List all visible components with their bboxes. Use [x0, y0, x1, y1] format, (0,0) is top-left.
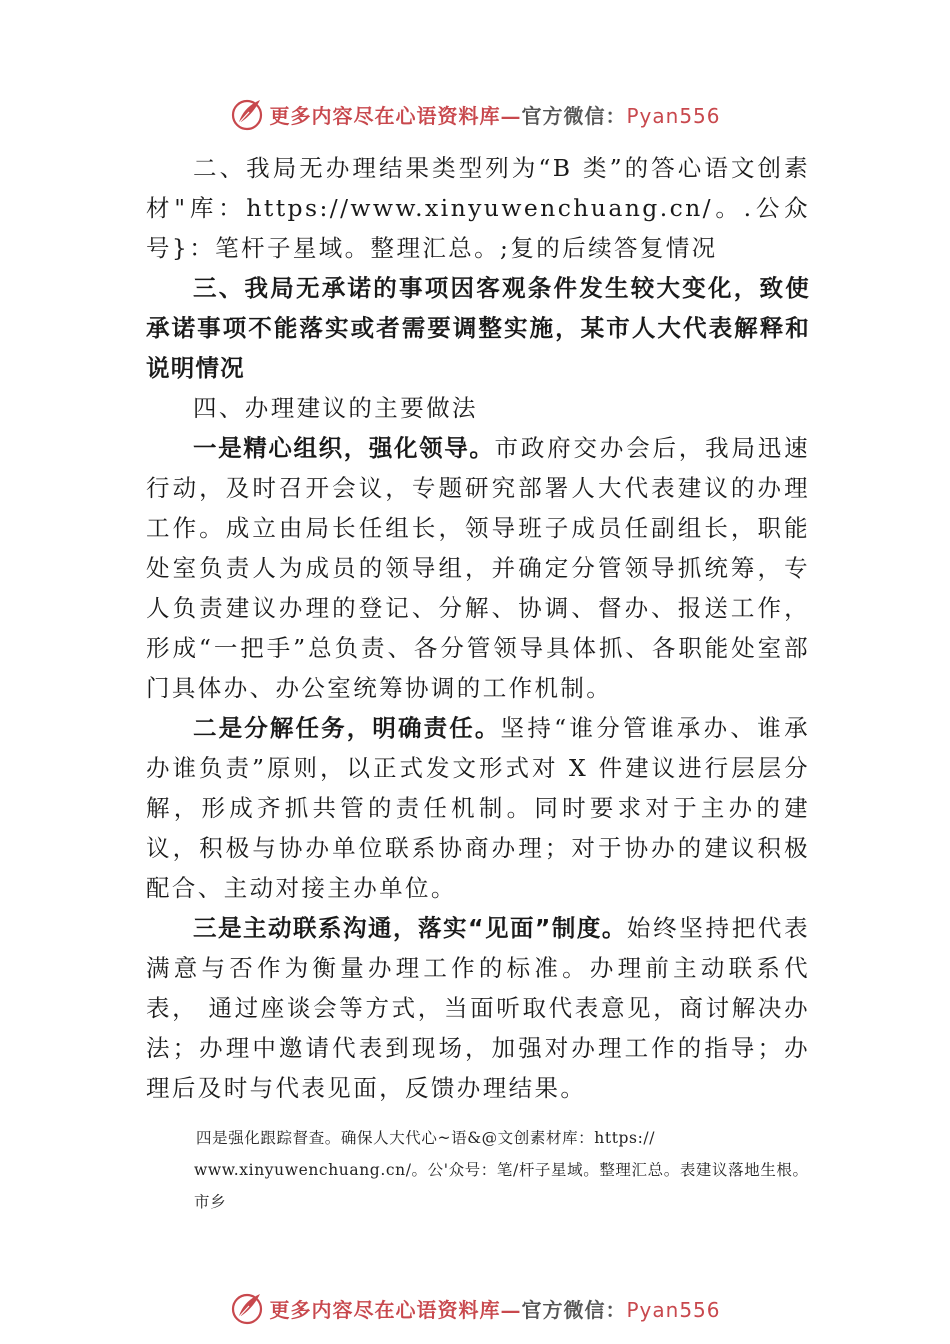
lead-3-title: 三是主动联系沟通，落实“见面”制度。 — [193, 914, 627, 942]
feather-seal-logo-icon — [229, 96, 265, 132]
small-line-1: 四是强化跟踪督查。确保人大代心~语&@文创素材库：https:// — [196, 1129, 656, 1147]
footer-banner — [0, 1286, 950, 1330]
lead-1-body: 市政府交办会后，我局迅速行动，及时召开会议，专题研究部署人大代表建议的办理工作。成立由局长任组长，领导班子成员任副组长，职能处室负责人为成员的领导组，并确定分管领导抓统筹，专人负责建议办理的登记、分解、协调、督办、报送工作，形成“一把手”总负责、各分管领导具体抓、各职能处室部门具体办、办公室统筹协调的工作机制。 — [146, 434, 810, 702]
banner-official: 官方微信： — [521, 1297, 627, 1322]
small-text-block — [196, 1122, 836, 1218]
banner-dash: — — [500, 1297, 522, 1322]
banner-text — [269, 100, 720, 129]
banner-main: 更多内容尽在心语资料库 — [269, 1297, 501, 1322]
small-line-3: 市乡 — [194, 1193, 227, 1211]
banner-wechat: Pyan556 — [626, 103, 721, 128]
paragraph-3-heading: 三、我局无承诺的事项因客观条件发生较大变化，致使承诺事项不能落实或者需要调整实施，某市人大代表解释和说明情况 — [146, 274, 810, 382]
paragraph-4-heading: 四、办理建议的主要做法 — [193, 394, 478, 422]
banner-dash: — — [500, 103, 522, 128]
document-body — [146, 148, 810, 1108]
banner-wechat: Pyan556 — [626, 1297, 721, 1322]
banner-text — [269, 1294, 720, 1323]
header-banner — [0, 92, 950, 136]
banner-official: 官方微信： — [521, 103, 627, 128]
paragraph-lead-3 — [146, 908, 810, 1108]
lead-2-title: 二是分解任务，明确责任。 — [193, 714, 501, 742]
small-line-2: www.xinyuwenchuang.cn/。公'众号：笔/杆子星域。整理汇总。表建议落地生根。 — [194, 1161, 809, 1179]
paragraph-2-result-type: 二、我局无办理结果类型列为“B 类”的答心语文创素材"库：https://www.xinyuwenchuang.cn/。.公众号}：笔杆子星域。整理汇总。;复的后续答复情况 — [146, 154, 810, 262]
lead-3-body: 始终坚持把代表满意与否作为衡量办理工作的标准。办理前主动联系代表， 通过座谈会等方式，当面听取代表意见，商讨解决办法；办理中邀请代表到现场，加强对办理工作的指导；办理后及时与代表见面，反馈办理结果。 — [146, 914, 810, 1102]
paragraph-lead-1 — [146, 428, 810, 708]
lead-1-title: 一是精心组织，强化领导。 — [193, 434, 495, 462]
feather-seal-logo-icon — [229, 1290, 265, 1326]
banner-main: 更多内容尽在心语资料库 — [269, 103, 501, 128]
paragraph-lead-2 — [146, 708, 810, 908]
lead-2-body: 坚持“谁分管谁承办、谁承办谁负责”原则，以正式发文形式对 X 件建议进行层层分解，形成齐抓共管的责任机制。同时要求对于主办的建议，积极与协办单位联系协商办理；对于协办的建议积极配合、主动对接主办单位。 — [146, 714, 810, 902]
